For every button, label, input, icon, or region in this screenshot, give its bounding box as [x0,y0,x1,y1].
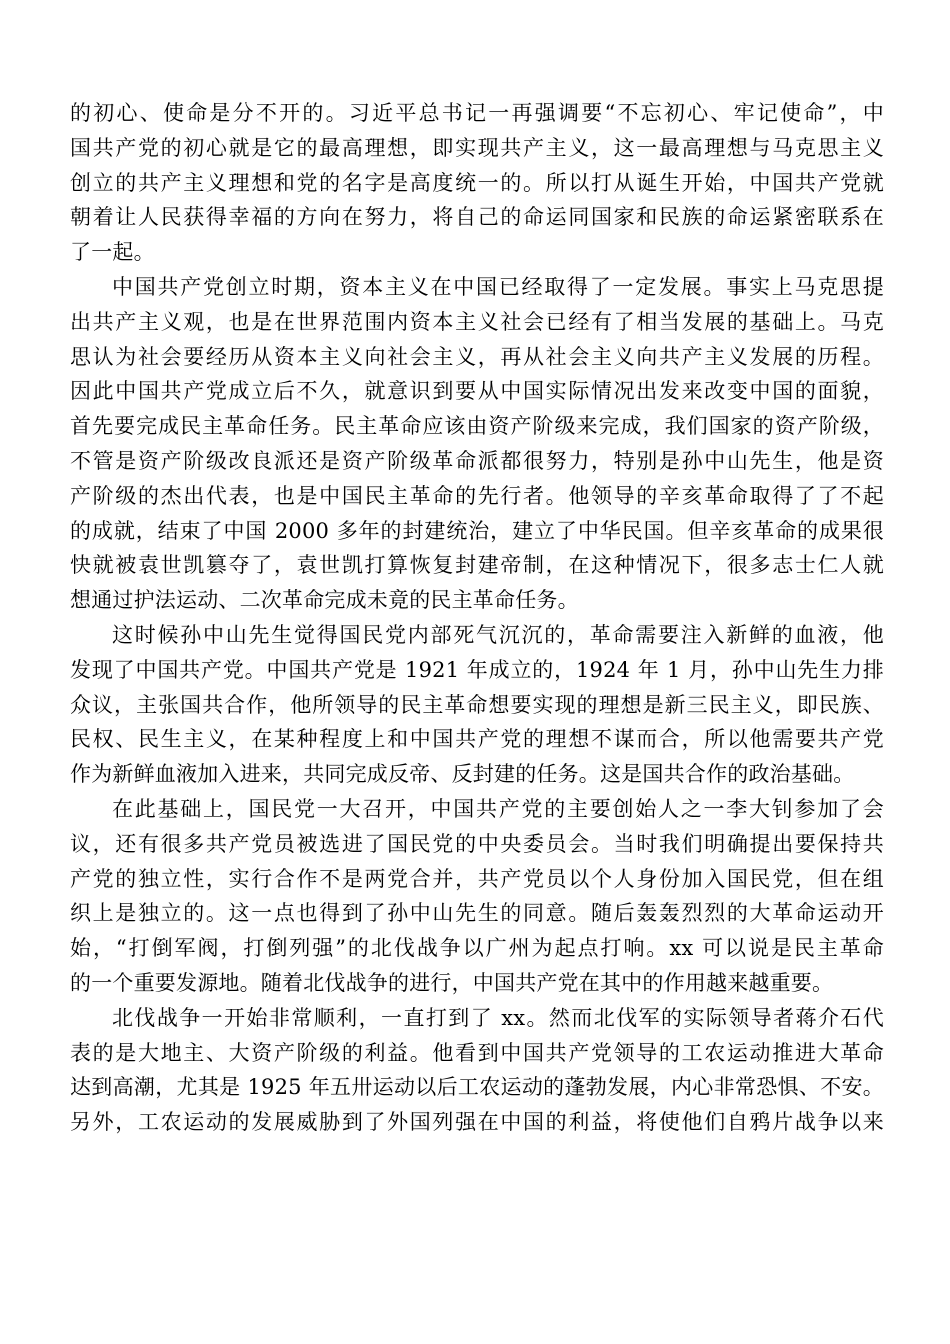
text-line: 因此中国共产党成立后不久，就意识到要从中国实际情况出发来改变中国的面貌， [70,379,884,404]
text-line: 国共产党的初心就是它的最高理想，即实现共产主义，这一最高理想与马克思主义 [70,135,884,160]
text-line: 另外，工农运动的发展威胁到了外国列强在中国的利益，将使他们自鸦片战争以来 [70,1110,884,1135]
paragraph-first-line: 中国共产党创立时期，资本主义在中国已经取得了一定发展。事实上马克思提 [112,274,884,299]
text-line: 民权、民生主义，在某种程度上和中国共产党的理想不谋而合，所以他需要共产党 [70,727,884,752]
text-line: 达到高潮，尤其是 1925 年五卅运动以后工农运动的蓬勃发展，内心非常恐惧、不安。 [70,1075,884,1100]
text-line: 创立的共产主义理想和党的名字是高度统一的。所以打从诞生开始，中国共产党就 [70,170,884,195]
text-line: 想通过护法运动、二次革命完成未竟的民主革命任务。 [70,588,579,613]
text-line: 不管是资产阶级改良派还是资产阶级革命派都很努力，特别是孙中山先生，他是资 [70,448,884,473]
text-line: 产党的独立性，实行合作不是两党合并，共产党员以个人身份加入国民党，但在组 [70,866,884,891]
text-line: 产阶级的杰出代表，也是中国民主革命的先行者。他领导的辛亥革命取得了了不起 [70,483,884,508]
paragraph-first-line: 北伐战争一开始非常顺利，一直打到了 xx。然而北伐军的实际领导者蒋介石代 [112,1005,884,1030]
text-line: 首先要完成民主革命任务。民主革命应该由资产阶级来完成，我们国家的资产阶级， [70,414,884,439]
body-text [70,96,884,1140]
text-line: 思认为社会要经历从资本主义向社会主义，再从社会主义向共产主义发展的历程。 [70,344,884,369]
text-line: 朝着让人民获得幸福的方向在努力，将自己的命运同国家和民族的命运紧密联系在 [70,205,884,230]
text-line: 快就被袁世凯篡夺了，袁世凯打算恢复封建帝制，在这种情况下，很多志士仁人就 [70,553,884,578]
text-line: 出共产主义观，也是在世界范围内资本主义社会已经有了相当发展的基础上。马克 [70,309,884,334]
text-line: 作为新鲜血液加入进来，共同完成反帝、反封建的任务。这是国共合作的政治基础。 [70,762,855,787]
text-line: 的一个重要发源地。随着北伐战争的进行，中国共产党在其中的作用越来越重要。 [70,970,834,995]
text-line: 表的是大地主、大资产阶级的利益。他看到中国共产党领导的工农运动推进大革命 [70,1040,884,1065]
text-line: 的初心、使命是分不开的。习近平总书记一再强调要“不忘初心、牢记使命”，中 [70,101,884,125]
text-line: 议，还有很多共产党员被选进了国民党的中央委员会。当时我们明确提出要保持共 [70,831,884,856]
text-line: 始，“打倒军阀，打倒列强”的北伐战争以广州为起点打响。xx 可以说是民主革命 [70,936,884,961]
paragraph-first-line: 这时候孙中山先生觉得国民党内部死气沉沉的，革命需要注入新鲜的血液，他 [112,622,884,647]
text-line: 发现了中国共产党。中国共产党是 1921 年成立的，1924 年 1 月，孙中山先生力排 [70,657,884,682]
text-line: 织上是独立的。这一点也得到了孙中山先生的同意。随后轰轰烈烈的大革命运动开 [70,901,884,926]
text-line: 众议，主张国共合作，他所领导的民主革命想要实现的理想是新三民主义，即民族、 [70,692,884,717]
text-line: 的成就，结束了中国 2000 多年的封建统治，建立了中华民国。但辛亥革命的成果很 [70,518,884,543]
text-line: 了一起。 [70,240,155,265]
paragraph-first-line: 在此基础上，国民党一大召开，中国共产党的主要创始人之一李大钊参加了会 [112,796,884,821]
